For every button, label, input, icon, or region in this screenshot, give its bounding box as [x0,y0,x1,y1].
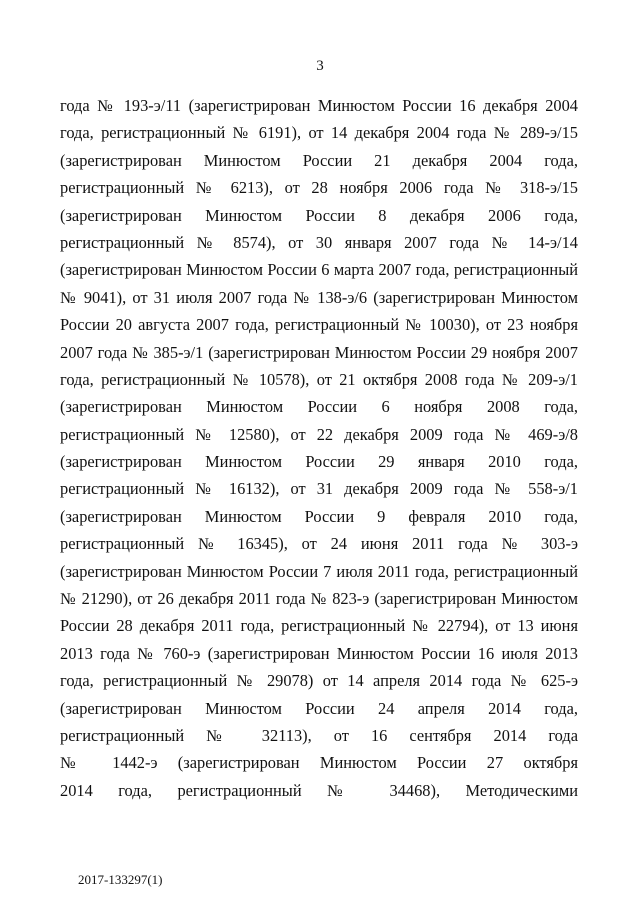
text-line: (зарегистрирован Минюстом России 24 апреля 2014 года, [60,698,578,718]
page-number: 3 [316,58,324,74]
text-line: России 28 декабря 2011 года, регистрационный № 22794), от 13 июня [60,616,578,636]
text-line: года, регистрационный № 6191), от 14 декабря 2004 года № 289-э/15 [60,123,578,143]
text-line: регистрационный № 8574), от 30 января 2007 года № 14-э/14 [60,232,578,252]
body-text [60,92,578,804]
document-code: 2017-133297(1) [78,872,163,887]
text-line: (зарегистрирован Минюстом России 8 декабря 2006 года, [60,205,578,225]
text-line: регистрационный № 12580), от 22 декабря 2009 года № 469-э/8 [60,424,578,444]
text-line: 2007 года № 385-э/1 (зарегистрирован Минюстом России 29 ноября 2007 [60,342,578,362]
text-line: (зарегистрирован Минюстом России 9 февраля 2010 года, [60,506,578,526]
text-line: № 9041), от 31 июля 2007 года № 138-э/6 (зарегистрирован Минюстом [60,287,578,307]
text-line: 2013 года № 760-э (зарегистрирован Минюстом России 16 июля 2013 [60,643,578,663]
text-line: № 21290), от 26 декабря 2011 года № 823-э (зарегистрирован Минюстом [60,589,578,609]
text-line: регистрационный № 6213), от 28 ноября 2006 года № 318-э/15 [60,178,578,198]
text-line: (зарегистрирован Минюстом России 6 марта 2007 года, регистрационный [60,260,578,280]
text-line: регистрационный № 32113), от 16 сентября 2014 года [60,725,578,745]
text-line: года № 193-э/11 (зарегистрирован Минюстом России 16 декабря 2004 [60,96,578,115]
text-line: России 20 августа 2007 года, регистрационный № 10030), от 23 ноября [60,315,578,335]
text-line: года, регистрационный № 10578), от 21 октября 2008 года № 209-э/1 [60,369,578,389]
text-line: (зарегистрирован Минюстом России 6 ноября 2008 года, [60,397,578,417]
text-line: регистрационный № 16345), от 24 июня 2011 года № 303-э [60,534,578,554]
text-line: (зарегистрирован Минюстом России 7 июля 2011 года, регистрационный [60,561,578,581]
text-line: 2014 года, регистрационный № 34468), Методическими [60,780,578,800]
text-line: (зарегистрирован Минюстом России 29 января 2010 года, [60,452,578,472]
text-line: года, регистрационный № 29078) от 14 апреля 2014 года № 625-э [60,671,578,691]
text-line: регистрационный № 16132), от 31 декабря 2009 года № 558-э/1 [60,479,578,499]
text-line: № 1442-э (зарегистрирован Минюстом России 27 октября [60,753,578,773]
text-line: (зарегистрирован Минюстом России 21 декабря 2004 года, [60,150,578,170]
